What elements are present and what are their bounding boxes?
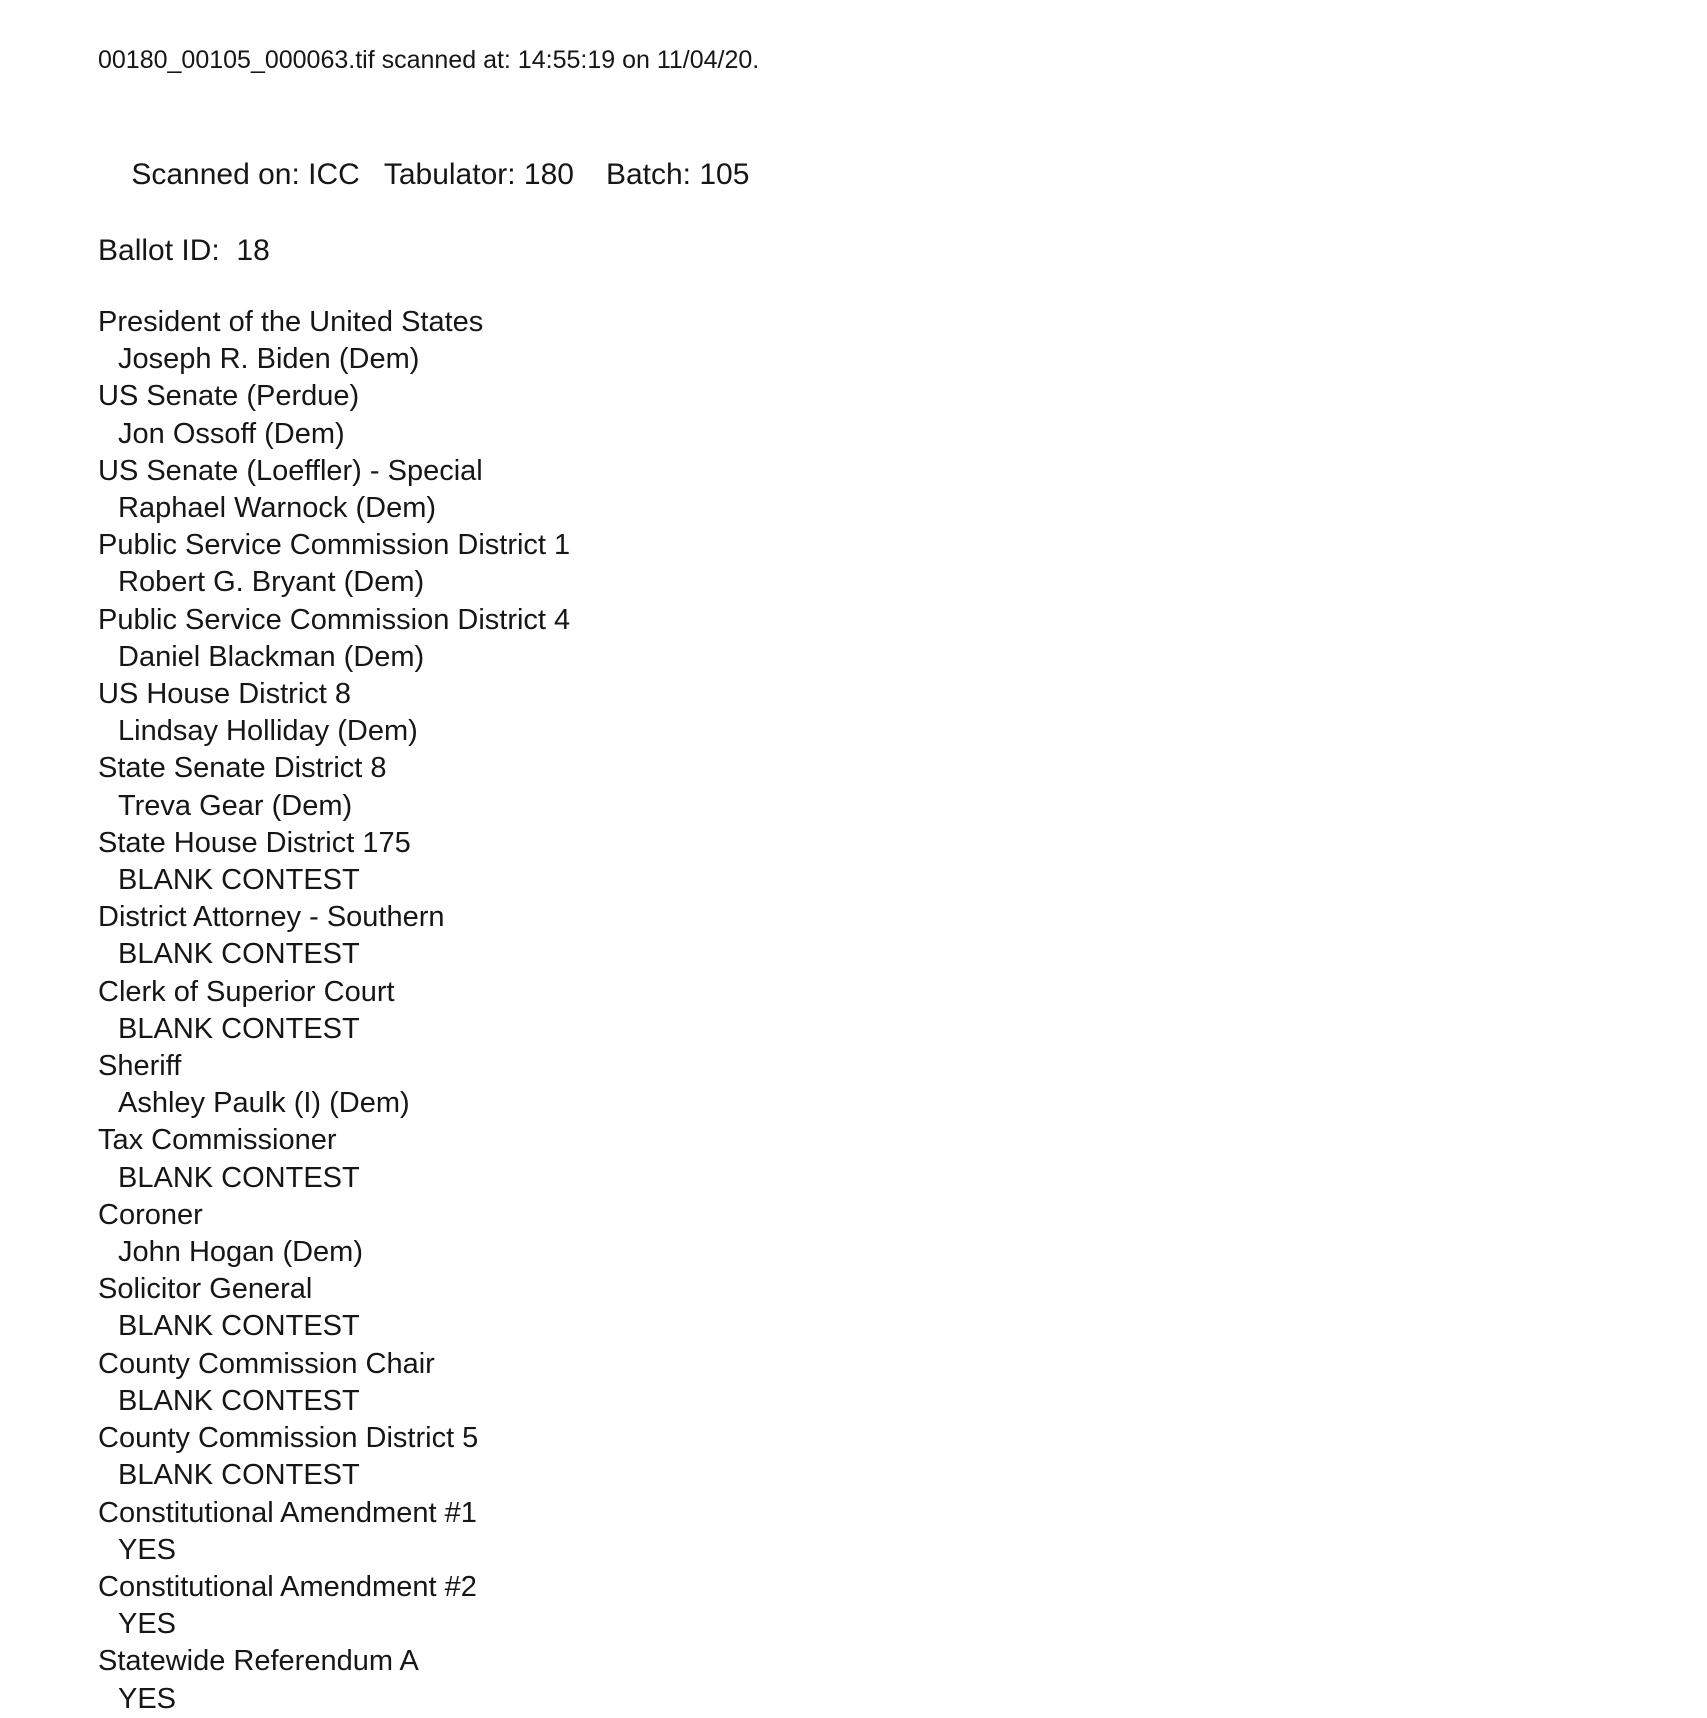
contest-name: County Commission District 5 xyxy=(98,1422,479,1455)
contest-item xyxy=(98,602,1647,676)
contest-item xyxy=(98,453,1647,527)
contest-choice: YES xyxy=(118,1682,177,1715)
contest-name: President of the United States xyxy=(98,306,484,338)
contest-item xyxy=(98,676,1647,750)
contest-item xyxy=(98,1271,1647,1345)
contest-name: Statewide Referendum A xyxy=(98,1645,419,1678)
contest-name: Solicitor General xyxy=(98,1273,313,1306)
contest-item xyxy=(98,974,1647,1048)
contest-item xyxy=(98,825,1647,899)
contest-item xyxy=(98,1495,1647,1569)
contest-choice: BLANK CONTEST xyxy=(118,938,360,971)
contest-choice: Joseph R. Biden (Dem) xyxy=(118,343,420,376)
contest-name: Sheriff xyxy=(98,1050,182,1083)
scan-file-line: 00180_00105_000063.tif scanned at: 14:55:19 on 11/04/20. xyxy=(98,46,760,74)
contest-choice: YES xyxy=(118,1533,177,1566)
contest-choice: BLANK CONTEST xyxy=(118,1310,360,1343)
contest-name: Public Service Commission District 4 xyxy=(98,603,571,636)
contest-choice: Daniel Blackman (Dem) xyxy=(118,640,425,673)
contest-choice: Lindsay Holliday (Dem) xyxy=(118,715,418,748)
contest-name: Constitutional Amendment #1 xyxy=(98,1496,477,1529)
contest-item xyxy=(98,1048,1647,1122)
contest-choice: Robert G. Bryant (Dem) xyxy=(118,566,425,599)
contest-item xyxy=(98,1122,1647,1196)
contest-name: Constitutional Amendment #2 xyxy=(98,1570,477,1603)
contest-choice: BLANK CONTEST xyxy=(118,1012,360,1045)
scan-meta-line xyxy=(98,118,1647,232)
contest-item xyxy=(98,750,1647,824)
contest-list xyxy=(98,304,1647,1718)
contest-name: Public Service Commission District 1 xyxy=(98,529,571,562)
contest-name: Tax Commissioner xyxy=(98,1124,337,1157)
tabulator-field: Tabulator: 180 xyxy=(383,158,574,191)
contest-name: State House District 175 xyxy=(98,826,411,859)
contest-name: County Commission Chair xyxy=(98,1347,435,1380)
contest-choice: BLANK CONTEST xyxy=(118,864,360,897)
contest-choice: Ashley Paulk (I) (Dem) xyxy=(118,1087,410,1120)
contest-item xyxy=(98,1420,1647,1494)
contest-choice: Jon Ossoff (Dem) xyxy=(118,417,345,450)
contest-choice: YES xyxy=(118,1608,177,1641)
contest-choice: Raphael Warnock (Dem) xyxy=(118,492,437,525)
contest-name: State Senate District 8 xyxy=(98,752,387,785)
contest-choice: BLANK CONTEST xyxy=(118,1459,360,1492)
contest-choice: John Hogan (Dem) xyxy=(118,1236,363,1269)
contest-item xyxy=(98,1569,1647,1643)
contest-item xyxy=(98,899,1647,973)
contest-item xyxy=(98,1346,1647,1420)
contest-choice: BLANK CONTEST xyxy=(118,1384,360,1417)
contest-item xyxy=(98,1197,1647,1271)
contest-item xyxy=(98,304,1647,378)
batch-field: Batch: 105 xyxy=(605,158,750,191)
contest-name: District Attorney - Southern xyxy=(98,901,445,934)
contest-name: Coroner xyxy=(98,1198,203,1231)
ballot-id-field: Ballot ID: 18 xyxy=(98,234,270,267)
contest-choice: BLANK CONTEST xyxy=(118,1161,360,1194)
contest-choice: Treva Gear (Dem) xyxy=(118,789,353,822)
contest-name: US Senate (Loeffler) - Special xyxy=(98,454,483,487)
contest-item xyxy=(98,1643,1647,1717)
contest-item xyxy=(98,378,1647,452)
contest-item xyxy=(98,527,1647,601)
contest-name: US House District 8 xyxy=(98,678,352,711)
scanned-on-field: Scanned on: ICC xyxy=(131,158,360,191)
contest-name: US Senate (Perdue) xyxy=(98,380,360,413)
contest-name: Clerk of Superior Court xyxy=(98,975,395,1008)
